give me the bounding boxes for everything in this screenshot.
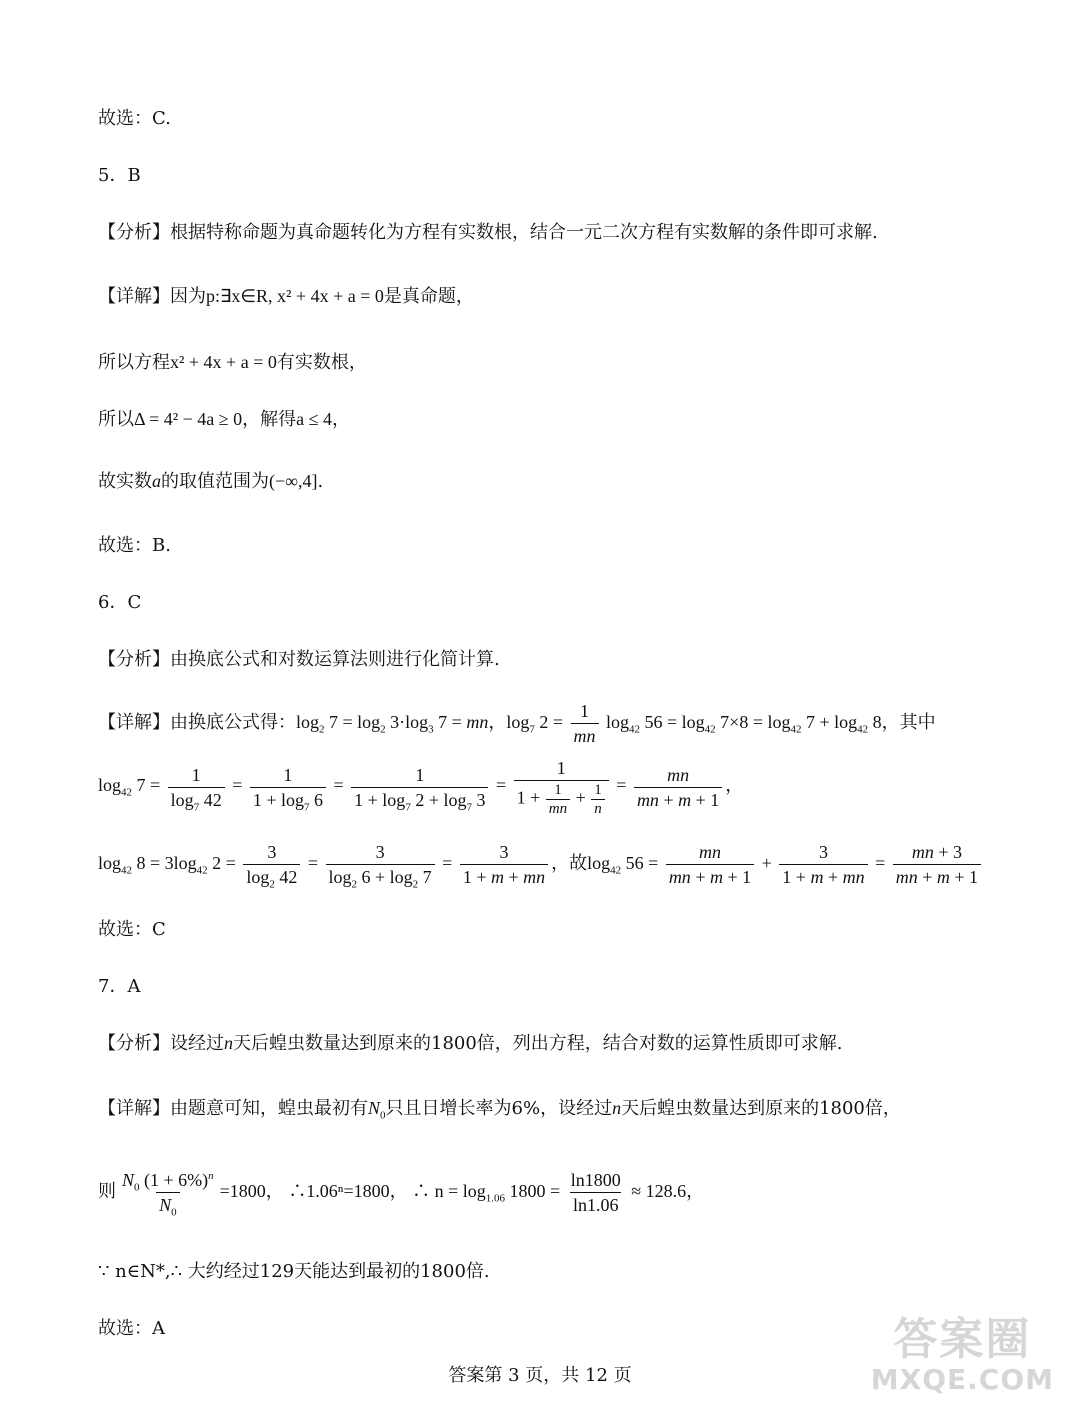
text: ， (488, 712, 507, 733)
question-6-analysis: 【分析】由换底公式和对数运算法则进行化简计算. (98, 649, 500, 670)
question-7-analysis (98, 1030, 843, 1057)
math-expression: $\log_2 7 = \log_2 3\cdot\log_3$ 7 = mn (296, 712, 489, 736)
math-expression: x² + 4x + a = 0 (170, 352, 277, 372)
question-6-heading: 6．C (98, 592, 142, 613)
text: ， (389, 1181, 408, 1201)
question-5-line-2 (98, 349, 367, 376)
page-footer: 答案第 3 页，共 12 页 (448, 1365, 632, 1386)
question-6-equation-1: $\log_{42} 7$ = $\frac{1}{\log_7 42}$ = $\frac{1}{1 + \log_7 6}$ = $\frac{1}{1 + \log_7 2 + \log_7 3}$ = 1 1 + $\frac{1}{mn}$ + $\frac{1}{n}$ = $\frac{mn}{mn + m + 1}$ ， (98, 758, 744, 817)
question-7-heading: 7．A (98, 976, 141, 997)
math-variable: n (224, 1033, 233, 1053)
question-7-detail (98, 1095, 901, 1122)
math-variable: n (612, 1098, 622, 1118)
question-6-equation-2: $\log_{42} 8 = 3\log_{42}$ 2 = $\frac{3}{\log_2 42}$ = $\frac{3}{\log_2 6 + \log_2 7}$ = $\frac{3}{1 + m + mn}$ ，故$\log_{42} 56$ = $\frac{mn}{mn + m + 1}$ + $\frac{3}{1 + m + mn}$ = $\frac{mn + 3}{mn + m + 1}$ (98, 838, 984, 889)
text: 天后蝗虫数量达到原来的1800倍， (621, 1098, 901, 1119)
text: 故实数 (98, 471, 152, 492)
question-5-detail (98, 283, 474, 310)
watermark-text: 答案圈 (893, 1314, 1032, 1365)
text: 的取值范围为 (161, 471, 269, 492)
text: =1800， (219, 1181, 284, 1201)
detail-label: 【详解】因为 (98, 286, 206, 307)
question-6-detail (98, 697, 936, 748)
math-expression: a ≤ 4 (296, 409, 333, 429)
question-5-line-3 (98, 406, 350, 433)
text: ，解得 (242, 409, 297, 430)
math-expression: Δ = 4² − 4a ≥ 0 (134, 409, 243, 429)
question-7-equation: 则 $\frac{N_0 (1 + 6\%)^n}{N_0}$ =1800， ∴1.06ⁿ=1800， ∴ $n = \log_{1.06} 1800$ = $\frac{\ln 1800}{\ln 1.06}$ ≈ 128.6， (98, 1170, 705, 1219)
text: . (317, 471, 324, 492)
detail-label: 【详解】由换底公式得： (98, 712, 296, 733)
analysis-label: 【分析】设经过 (98, 1033, 224, 1054)
text: ，其中 (881, 712, 936, 733)
watermark-url: MXQE.COM (870, 1363, 1054, 1396)
question-5-line-4 (98, 468, 323, 495)
question-7-conclusion: ∵ n∈N*,∴ 大约经过129天能达到最初的1800倍. (98, 1261, 490, 1282)
question-5-heading: 5．B (98, 165, 141, 186)
text: ，故 (551, 853, 588, 873)
watermark-logo (870, 1314, 1054, 1396)
math-expression: ∴ n = log (412, 1181, 486, 1201)
question-5-answer: 故选：B. (98, 535, 171, 556)
question-7-answer: 故选：A (98, 1318, 165, 1339)
math-interval: (−∞,4] (269, 471, 318, 491)
math-expression: p:∃x∈R, x² + 4x + a = 0 (206, 286, 384, 306)
text: 所以方程 (98, 352, 170, 373)
math-variable: a (152, 471, 161, 491)
text: 则 (98, 1181, 116, 1202)
detail-label: 【详解】由题意可知，蝗虫最初有 (98, 1098, 368, 1119)
text: 所以 (98, 409, 134, 430)
math-expression: $N_0$ (368, 1098, 386, 1122)
text: ， (332, 409, 351, 430)
math-expression: $\log_7 2$ = $\frac{1}{mn}$ $\log_{42} 56 = \log_{42} 7\times 8 = \log_{42} 7 + \log_{42} 8$ (506, 701, 882, 747)
text: 是真命题， (383, 286, 474, 307)
text: 有实数根， (276, 352, 367, 373)
answer-choice-line: 故选：C. (98, 108, 171, 129)
math-expression: ∴1.06ⁿ=1800 (288, 1181, 390, 1201)
text: 只且日增长率为6%，设经过 (385, 1098, 613, 1119)
question-6-answer: 故选：C (98, 919, 166, 940)
question-5-analysis: 【分析】根据特称命题为真命题转化为方程有实数根，结合一元二次方程有实数解的条件即可求解. (98, 222, 878, 243)
text: 天后蝗虫数量达到原来的1800倍，列出方程，结合对数的运算性质即可求解. (233, 1033, 843, 1054)
math-expression: ≈ 128.6， (631, 1181, 705, 1201)
